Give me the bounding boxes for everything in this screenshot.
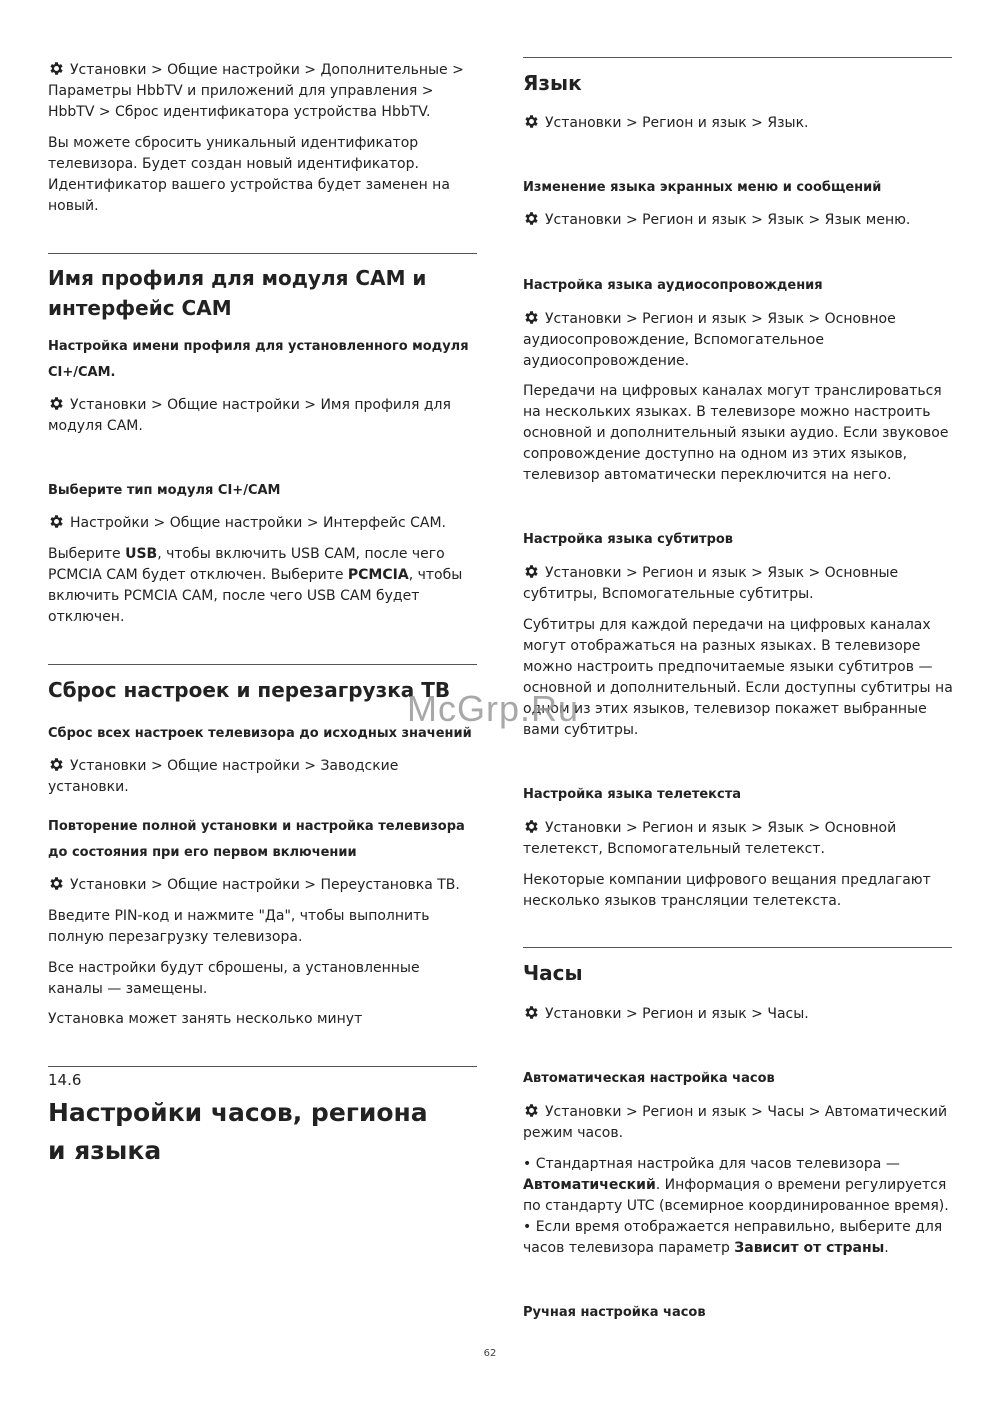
cam-path-profile: Установки > Общие настройки > Имя профиля для модуля CAM. bbox=[48, 397, 451, 434]
lang-section bbox=[523, 68, 953, 98]
cam-path-interface: Настройки > Общие настройки > Интерфейс CAM. bbox=[70, 515, 447, 531]
reset-path1-block bbox=[48, 756, 478, 798]
auto-path-block bbox=[523, 1102, 953, 1144]
subtitle-language-subheading: Настройка языка субтитров bbox=[523, 532, 734, 547]
cam-text-part: , чтобы включить PCMCIA CAM, после чего USB CAM будет отключен. bbox=[48, 567, 463, 625]
manual-sub-block bbox=[523, 1300, 953, 1326]
teletext-language-text: Некоторые компании цифрового вещания предлагают несколько языков трансляции телетекста. bbox=[523, 872, 931, 909]
menu-sub-block bbox=[523, 175, 953, 201]
reset-text: Установка может занять несколько минут bbox=[48, 1011, 363, 1027]
divider bbox=[48, 253, 477, 254]
clock-section bbox=[523, 958, 953, 988]
divider bbox=[48, 1066, 477, 1067]
ttx-text-block bbox=[523, 870, 953, 912]
reset-path-reinstall: Установки > Общие настройки > Переустановка ТВ. bbox=[70, 877, 460, 893]
watermark: McGrp.Ru bbox=[407, 688, 580, 729]
lang-section-title: Язык bbox=[523, 71, 582, 95]
chapter-number: 14.6 bbox=[48, 1071, 82, 1089]
text-part: • Если время отображается неправильно, выберите для часов телевизора параметр bbox=[523, 1219, 943, 1256]
cam-section bbox=[48, 263, 478, 323]
clock-path: Установки > Регион и язык > Часы. bbox=[545, 1006, 809, 1022]
divider bbox=[523, 57, 952, 58]
gear-icon bbox=[523, 1102, 540, 1119]
gear-icon bbox=[48, 60, 65, 77]
audio-text-block bbox=[523, 381, 953, 486]
cam-text-pcmcia: PCMCIA bbox=[347, 567, 409, 583]
subtitle-language-path: Установки > Регион и язык > Язык > Основные субтитры, Вспомогательные субтитры. bbox=[523, 565, 899, 602]
text-part: . Информация о времени регулируется по стандарту UTC (всемирное координированное время). bbox=[523, 1177, 949, 1214]
gear-icon bbox=[523, 113, 540, 130]
lang-path-block bbox=[523, 113, 953, 134]
cam-sub1-block bbox=[48, 334, 478, 386]
cam-subheading-profile: Настройка имени профиля для установленного модуля CI+/CAM. bbox=[48, 339, 469, 380]
reset-text3-block bbox=[48, 1009, 478, 1030]
cam-path2-block bbox=[48, 513, 478, 534]
teletext-language-subheading: Настройка языка телетекста bbox=[523, 787, 742, 802]
cam-text-block bbox=[48, 544, 478, 628]
auto-clock-path: Установки > Регион и язык > Часы > Автоматический режим часов. bbox=[523, 1104, 948, 1141]
auto-clock-bullet bbox=[523, 1217, 953, 1259]
chapter-title: Настройки часов, региона и языка bbox=[48, 1098, 428, 1165]
audio-path-block bbox=[523, 309, 953, 372]
subs-sub-block bbox=[523, 527, 953, 553]
reset-path2-block bbox=[48, 875, 478, 896]
divider bbox=[523, 947, 952, 948]
menu-path-block bbox=[523, 210, 953, 231]
text-part: . bbox=[884, 1240, 889, 1256]
cam-text-part: , чтобы включить USB CAM, после чего PCMCIA CAM будет отключен. Выберите bbox=[48, 546, 445, 583]
auto-text-block bbox=[523, 1154, 953, 1259]
gear-icon bbox=[48, 875, 65, 892]
manual-clock-subheading: Ручная настройка часов bbox=[523, 1305, 706, 1320]
gear-icon bbox=[523, 1004, 540, 1021]
reset-text: Введите PIN-код и нажмите "Да", чтобы выполнить полную перезагрузку телевизора. bbox=[48, 908, 430, 945]
cam-text-part: Выберите bbox=[48, 546, 126, 562]
menu-language-subheading: Изменение языка экранных меню и сообщений bbox=[523, 180, 882, 195]
reset-text2-block bbox=[48, 958, 478, 1000]
cam-text-usb: USB bbox=[125, 546, 158, 562]
hbbtv-text: Вы можете сбросить уникальный идентификатор телевизора. Будет создан новый идентификатор. Идентификатор вашего устройства будет заменен на новый. bbox=[48, 135, 450, 214]
audio-language-subheading: Настройка языка аудиосопровождения bbox=[523, 278, 823, 293]
cam-sub2-block bbox=[48, 478, 478, 504]
gear-icon bbox=[48, 395, 65, 412]
hbbtv-text-block bbox=[48, 133, 478, 217]
country-dependent-bold: Зависит от страны bbox=[734, 1240, 885, 1256]
chapter-header bbox=[48, 1070, 478, 1090]
reset-text1-block bbox=[48, 906, 478, 948]
gear-icon bbox=[48, 756, 65, 773]
subs-path-block bbox=[523, 563, 953, 605]
auto-clock-subheading: Автоматическая настройка часов bbox=[523, 1071, 775, 1086]
reset-section-title: Сброс настроек и перезагрузка ТВ bbox=[48, 678, 451, 702]
auto-sub-block bbox=[523, 1066, 953, 1092]
gear-icon bbox=[523, 563, 540, 580]
subs-text-block bbox=[523, 615, 953, 741]
gear-icon bbox=[523, 210, 540, 227]
clock-section-title: Часы bbox=[523, 961, 583, 985]
clock-path-block bbox=[523, 1004, 953, 1025]
menu-language-path: Установки > Регион и язык > Язык > Язык меню. bbox=[545, 212, 911, 228]
cam-section-title: Имя профиля для модуля CAM и интерфейс CAM bbox=[48, 266, 427, 320]
text-part: • Стандартная настройка для часов телевизора — bbox=[523, 1156, 900, 1172]
audio-language-path: Установки > Регион и язык > Язык > Основное аудиосопровождение, Вспомогательное аудиосопровождение. bbox=[523, 311, 896, 369]
cam-text bbox=[48, 544, 478, 628]
gear-icon bbox=[523, 309, 540, 326]
audio-sub-block bbox=[523, 273, 953, 299]
auto-clock-bullet bbox=[523, 1154, 953, 1217]
teletext-language-path: Установки > Регион и язык > Язык > Основной телетекст, Вспомогательный телетекст. bbox=[523, 820, 897, 857]
reset-sub2-block bbox=[48, 814, 478, 866]
auto-mode-bold: Автоматический bbox=[523, 1177, 656, 1193]
reset-subheading-reinstall: Повторение полной установки и настройка телевизора до состояния при его первом включении bbox=[48, 819, 465, 860]
ttx-path-block bbox=[523, 818, 953, 860]
reset-subheading-factory: Сброс всех настроек телевизора до исходных значений bbox=[48, 726, 472, 741]
cam-path1-block bbox=[48, 395, 478, 437]
cam-subheading-type: Выберите тип модуля CI+/CAM bbox=[48, 483, 281, 498]
reset-path-factory: Установки > Общие настройки > Заводские установки. bbox=[48, 758, 399, 795]
hbbtv-path-block bbox=[48, 60, 478, 123]
reset-text: Все настройки будут сброшены, а установленные каналы — замещены. bbox=[48, 960, 420, 997]
page-number: 62 bbox=[483, 1348, 497, 1359]
hbbtv-path: Установки > Общие настройки > Дополнительные > Параметры HbbTV и приложений для управления > HbbTV > Сброс идентификатора устройства HbbTV. bbox=[48, 62, 464, 120]
divider bbox=[48, 664, 477, 665]
lang-path: Установки > Регион и язык > Язык. bbox=[545, 115, 809, 131]
audio-language-text: Передачи на цифровых каналах могут транслироваться на нескольких языках. В телевизоре можно настроить основной и дополнительный языки аудио. Если звуковое сопровождение доступно на одном из этих языков, телевизор автоматически переключится на него. bbox=[523, 383, 949, 483]
gear-icon bbox=[523, 818, 540, 835]
gear-icon bbox=[48, 513, 65, 530]
chapter-title-block bbox=[48, 1094, 428, 1170]
subtitle-language-text: Субтитры для каждой передачи на цифровых каналах могут отображаться на разных языках. В телевизоре можно настроить предпочитаемые языки субтитров — основной и дополнительный. Если доступны субтитры на одном из этих языков, телевизор покажет выбранные вами субтитры. bbox=[523, 617, 953, 738]
ttx-sub-block bbox=[523, 782, 953, 808]
